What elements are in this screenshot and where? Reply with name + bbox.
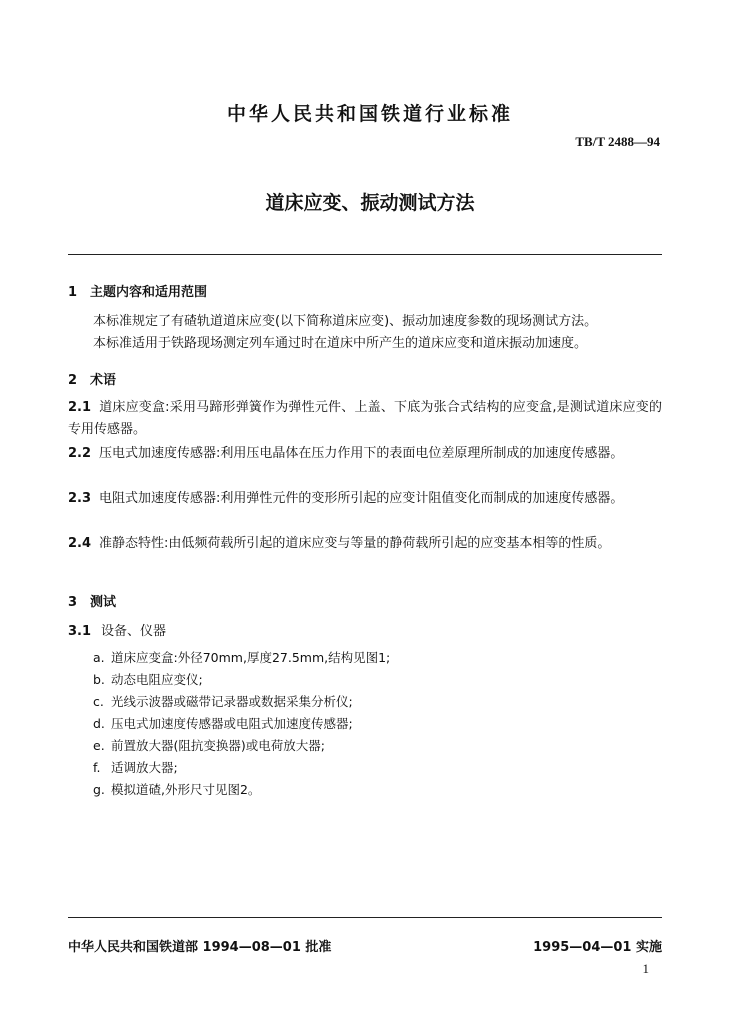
section-1-paragraph-1: 本标准规定了有碴轨道道床应变(以下简称道床应变)、振动加速度参数的现场测试方法。 bbox=[93, 314, 598, 329]
term-text: 压电式加速度传感器:利用压电晶体在压力作用下的表面电位差原理所制成的加速度传感器。 bbox=[99, 446, 624, 461]
standard-code: TB/T 2488—94 bbox=[575, 134, 660, 149]
term-2-3 bbox=[68, 488, 662, 510]
list-item bbox=[93, 736, 325, 754]
term-2-4 bbox=[68, 533, 662, 555]
section-2-number: 2 bbox=[68, 373, 78, 388]
term-text: 准静态特性:由低频荷载所引起的道床应变与等量的静荷载所引起的应变基本相等的性质。 bbox=[99, 536, 611, 551]
section-3-heading bbox=[68, 591, 116, 610]
list-marker: a. bbox=[93, 650, 105, 665]
list-item bbox=[93, 670, 203, 688]
list-marker: f. bbox=[93, 760, 101, 775]
list-text: 前置放大器(阻抗变换器)或电荷放大器; bbox=[111, 738, 325, 753]
approval-line: 中华人民共和国铁道部 1994—08—01 批准 bbox=[68, 940, 332, 955]
page-number: 1 bbox=[642, 961, 649, 976]
term-number: 2.2 bbox=[68, 446, 92, 461]
list-marker: d. bbox=[93, 716, 105, 731]
standard-category-title: 中华人民共和国铁道行业标准 bbox=[226, 103, 513, 125]
subsection-3-1-heading bbox=[68, 620, 166, 643]
list-item bbox=[93, 714, 353, 732]
section-1-paragraph-2: 本标准适用于铁路现场测定列车通过时在道床中所产生的道床应变和道床振动加速度。 bbox=[93, 336, 588, 351]
section-1-number: 1 bbox=[68, 285, 78, 300]
term-text: 道床应变盒:采用马蹄形弹簧作为弹性元件、上盖、下底为张合式结构的应变盒,是测试道床应变的专用传感器。 bbox=[68, 400, 662, 437]
section-3-title: 测试 bbox=[90, 595, 117, 610]
list-text: 道床应变盒:外径70mm,厚度27.5mm,结构见图1; bbox=[111, 650, 391, 665]
subsection-number: 3.1 bbox=[68, 624, 92, 639]
term-number: 2.1 bbox=[68, 400, 92, 415]
top-rule bbox=[68, 254, 662, 255]
section-2-heading bbox=[68, 369, 116, 388]
section-3-number: 3 bbox=[68, 595, 78, 610]
term-2-1 bbox=[68, 397, 662, 441]
list-text: 光线示波器或磁带记录器或数据采集分析仪; bbox=[111, 694, 353, 709]
section-1-heading bbox=[68, 281, 207, 300]
term-number: 2.4 bbox=[68, 536, 92, 551]
list-item bbox=[93, 692, 353, 710]
list-marker: g. bbox=[93, 782, 105, 797]
list-marker: e. bbox=[93, 738, 105, 753]
section-1-title: 主题内容和适用范围 bbox=[90, 285, 208, 300]
effective-date: 1995—04—01 实施 bbox=[533, 940, 662, 955]
document-title: 道床应变、振动测试方法 bbox=[265, 192, 475, 214]
subsection-title: 设备、仪器 bbox=[101, 624, 167, 639]
term-number: 2.3 bbox=[68, 491, 92, 506]
bottom-rule bbox=[68, 917, 662, 918]
term-text: 电阻式加速度传感器:利用弹性元件的变形所引起的应变计阻值变化而制成的加速度传感器。 bbox=[99, 491, 624, 506]
section-2-title: 术语 bbox=[90, 373, 117, 388]
list-item bbox=[93, 758, 178, 776]
list-text: 模拟道碴,外形尺寸见图2。 bbox=[111, 782, 261, 797]
term-2-2 bbox=[68, 443, 662, 465]
list-marker: b. bbox=[93, 672, 105, 687]
list-text: 压电式加速度传感器或电阻式加速度传感器; bbox=[111, 716, 353, 731]
list-text: 动态电阻应变仪; bbox=[111, 672, 203, 687]
list-item bbox=[93, 780, 260, 798]
list-text: 适调放大器; bbox=[111, 760, 178, 775]
list-item bbox=[93, 648, 390, 666]
list-marker: c. bbox=[93, 694, 104, 709]
